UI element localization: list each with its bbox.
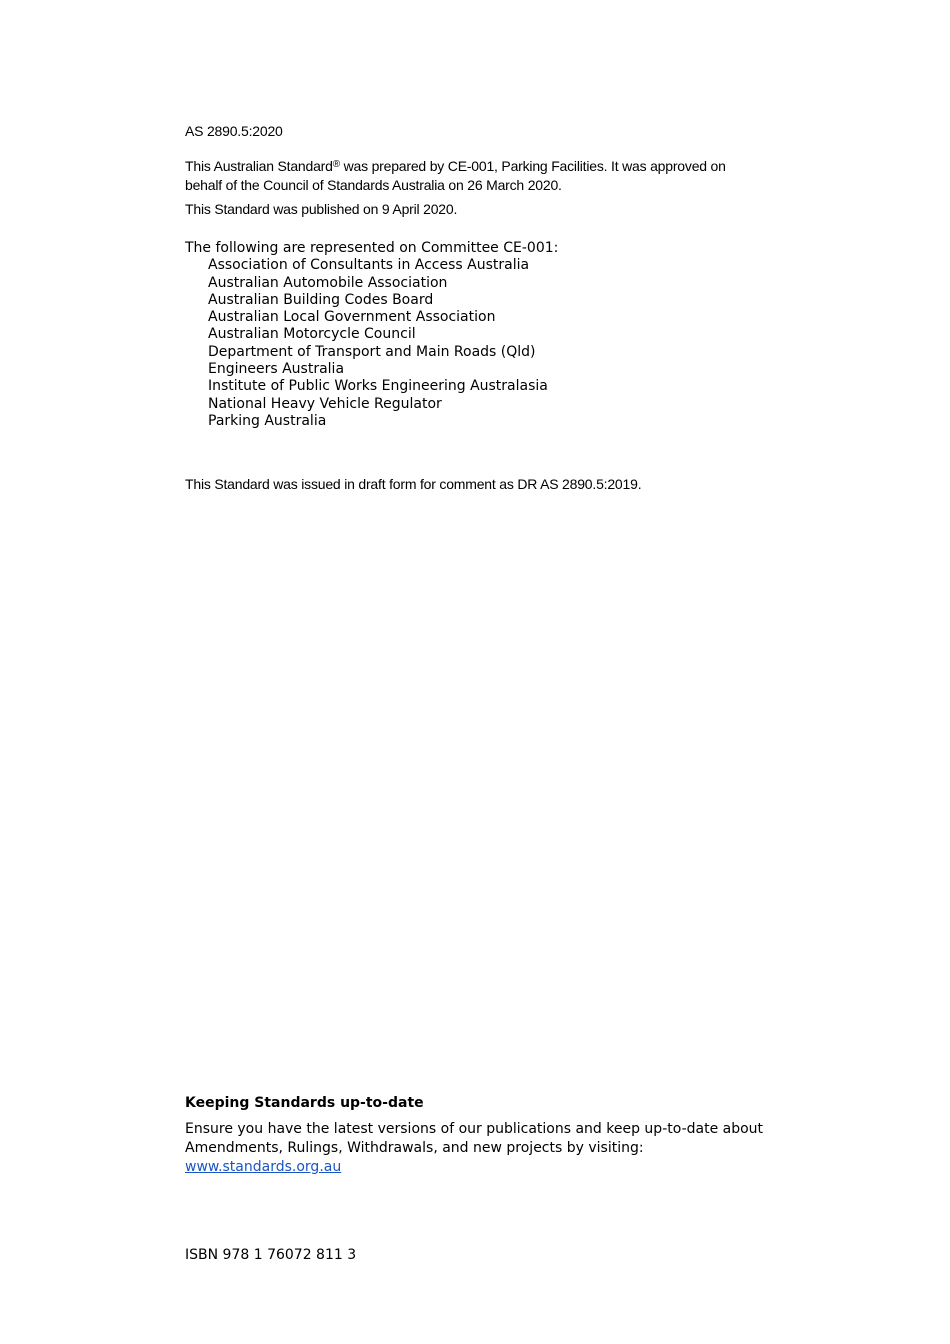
committee-member: Association of Consultants in Access Australia (208, 257, 530, 274)
approval-text-line2: behalf of the Council of Standards Australia on 26 March 2020. (185, 177, 562, 193)
committee-member: Australian Local Government Association (208, 309, 496, 326)
committee-members-list (185, 257, 558, 430)
committee-member: Institute of Public Works Engineering Australasia (208, 378, 548, 395)
committee-member: Department of Transport and Main Roads (Qld) (208, 343, 536, 360)
keeping-up-to-date-section (185, 1094, 765, 1177)
publication-date: This Standard was published on 9 April 2020. (185, 201, 458, 217)
standards-website-link[interactable]: www.standards.org.au (185, 1159, 342, 1175)
approval-statement (185, 155, 726, 195)
approval-text-start: This Australian Standard (185, 158, 333, 174)
committee-member: National Heavy Vehicle Regulator (208, 395, 442, 412)
document-id: AS 2890.5:2020 (185, 123, 283, 139)
approval-text-end: was prepared by CE-001, Parking Facilities. It was approved on (339, 158, 726, 174)
committee-member: Australian Motorcycle Council (208, 326, 416, 343)
committee-intro: The following are represented on Committee CE-001: (185, 240, 559, 256)
draft-note: This Standard was issued in draft form for comment as DR AS 2890.5:2019. (185, 476, 642, 492)
committee-section (185, 240, 558, 430)
committee-member: Australian Automobile Association (208, 274, 448, 291)
keeping-body: Ensure you have the latest versions of our publications and keep up-to-date about Amendments, Rulings, Withdrawals, and new projects by visiting: (185, 1121, 764, 1156)
isbn: ISBN 978 1 76072 811 3 (185, 1247, 357, 1263)
committee-member: Australian Building Codes Board (208, 291, 434, 308)
registered-mark: ® (332, 159, 340, 170)
keeping-heading: Keeping Standards up-to-date (185, 1095, 424, 1111)
committee-member: Parking Australia (208, 412, 327, 429)
committee-member: Engineers Australia (208, 361, 345, 378)
